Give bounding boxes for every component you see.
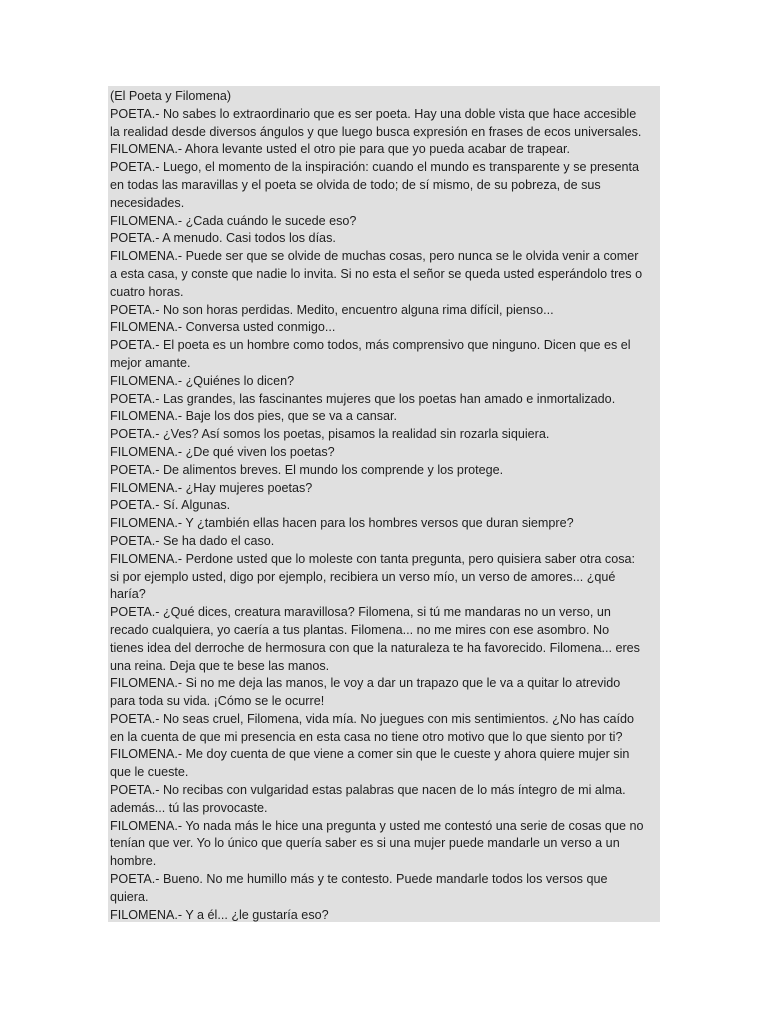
- text-line: FILOMENA.- Yo nada más le hice una pregunta y usted me contestó una serie de cosas que no: [110, 818, 644, 833]
- text-line: en todas las maravillas y el poeta se olvida de todo; de sí mismo, de su pobreza, de sus: [110, 177, 601, 192]
- text-line: POETA.- De alimentos breves. El mundo los comprende y los protege.: [110, 462, 504, 477]
- text-line: FILOMENA.- ¿De qué viven los poetas?: [110, 444, 335, 459]
- text-line: mejor amante.: [110, 355, 191, 370]
- text-line: FILOMENA.- Baje los dos pies, que se va a cansar.: [110, 409, 397, 424]
- text-line: quiera.: [110, 889, 149, 904]
- text-line: POETA.- ¿Qué dices, creatura maravillosa? Filomena, si tú me mandaras no un verso, un: [110, 605, 611, 620]
- text-line: POETA.- Sí. Algunas.: [110, 498, 231, 513]
- text-line: FILOMENA.- Y ¿también ellas hacen para los hombres versos que duran siempre?: [110, 516, 574, 531]
- text-line: POETA.- Las grandes, las fascinantes mujeres que los poetas han amado e inmortalizado.: [110, 391, 616, 406]
- text-line: POETA.- No recibas con vulgaridad estas palabras que nacen de lo más íntegro de mi alma.: [110, 783, 626, 798]
- text-line: la realidad desde diversos ángulos y que luego busca expresión en frases de ecos universales.: [110, 124, 642, 139]
- text-line: a esta casa, y conste que nadie lo invita. Si no esta el señor se queda usted esperándolo tres o: [110, 266, 643, 281]
- text-line: que le cueste.: [110, 765, 189, 780]
- text-line: FILOMENA.- ¿Quiénes lo dicen?: [110, 373, 295, 388]
- text-line: FILOMENA.- Conversa usted conmigo...: [110, 320, 336, 335]
- text-line: si por ejemplo usted, digo por ejemplo, recibiera un verso mío, un verso de amores... ¿qué: [110, 569, 616, 584]
- text-line: hombre.: [110, 854, 157, 869]
- text-line: POETA.- A menudo. Casi todos los días.: [110, 231, 336, 246]
- text-line: FILOMENA.- ¿Cada cuándo le sucede eso?: [110, 213, 357, 228]
- text-line: tienes idea del derroche de hermosura con que la naturaleza te ha favorecido. Filomena... eres: [110, 640, 640, 655]
- text-line: POETA.- Se ha dado el caso.: [110, 533, 275, 548]
- text-line: tenían que ver. Yo lo único que quería saber es si una mujer puede mandarle un verso a un: [110, 836, 620, 851]
- text-line: necesidades.: [110, 195, 185, 210]
- text-line: POETA.- No son horas perdidas. Medito, encuentro alguna rima difícil, pienso...: [110, 302, 554, 317]
- text-line: además... tú las provocaste.: [110, 800, 268, 815]
- text-line: en la cuenta de que mi presencia en esta casa no tiene otro motivo que lo que siento por ti?: [110, 729, 623, 744]
- text-line: una reina. Deja que te bese las manos.: [110, 658, 330, 673]
- text-line: FILOMENA.- ¿Hay mujeres poetas?: [110, 480, 313, 495]
- text-line: FILOMENA.- Ahora levante usted el otro pie para que yo pueda acabar de trapear.: [110, 142, 570, 157]
- text-line: FILOMENA.- Si no me deja las manos, le voy a dar un trapazo que le va a quitar lo atrevido: [110, 676, 621, 691]
- text-line: POETA.- No sabes lo extraordinario que es ser poeta. Hay una doble vista que hace accesible: [110, 106, 637, 121]
- text-line: cuatro horas.: [110, 284, 184, 299]
- text-line: FILOMENA.- Y a él... ¿le gustaría eso?: [110, 907, 329, 922]
- text-line: FILOMENA.- Perdone usted que lo moleste con tanta pregunta, pero quisiera saber otra cosa:: [110, 551, 636, 566]
- text-line: (El Poeta y Filomena): [110, 89, 232, 103]
- text-line: FILOMENA.- Me doy cuenta de que viene a comer sin que le cueste y ahora quiere mujer sin: [110, 747, 630, 762]
- text-line: para toda su vida. ¡Cómo se le ocurre!: [110, 694, 325, 709]
- document-text-block: [108, 86, 660, 922]
- text-line: POETA.- Bueno. No me humillo más y te contesto. Puede mandarle todos los versos que: [110, 872, 608, 887]
- text-line: POETA.- No seas cruel, Filomena, vida mía. No juegues con mis sentimientos. ¿No has caído: [110, 711, 635, 726]
- text-line: POETA.- El poeta es un hombre como todos, más comprensivo que ninguno. Dicen que es el: [110, 338, 631, 353]
- text-line: recado cualquiera, yo caería a tus plantas. Filomena... no me mires con ese asombro. No: [110, 622, 610, 637]
- text-line: FILOMENA.- Puede ser que se olvide de muchas cosas, pero nunca se le olvida venir a comer: [110, 249, 639, 264]
- text-line: haría?: [110, 587, 146, 602]
- text-line: POETA.- ¿Ves? Así somos los poetas, pisamos la realidad sin rozarla siquiera.: [110, 427, 550, 442]
- text-line: POETA.- Luego, el momento de la inspiración: cuando el mundo es transparente y se presenta: [110, 160, 640, 175]
